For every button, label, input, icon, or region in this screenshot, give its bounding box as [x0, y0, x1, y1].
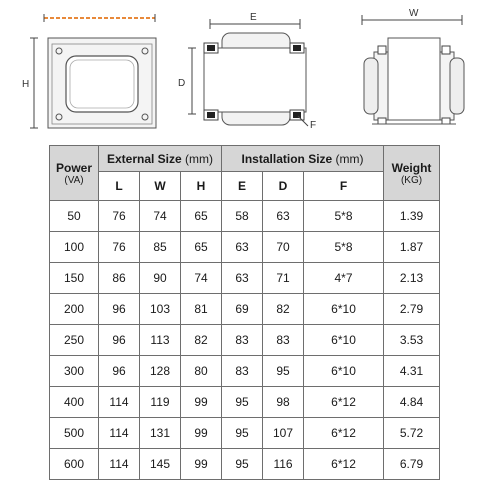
table-row [50, 294, 440, 325]
power-header [50, 146, 99, 201]
subheader-f: F [304, 172, 384, 201]
width-e-label: E [250, 12, 257, 23]
mount-f-label: F [310, 120, 317, 131]
table-cell: 63 [222, 263, 263, 294]
table-cell: 63 [263, 201, 304, 232]
table-cell: 1.87 [384, 232, 440, 263]
table-row [50, 232, 440, 263]
table-cell: 99 [181, 418, 222, 449]
table-cell: 107 [263, 418, 304, 449]
table-cell: 114 [99, 449, 140, 480]
installation-size-unit: (mm) [335, 151, 364, 166]
table-cell: 300 [50, 356, 99, 387]
table-cell: 150 [50, 263, 99, 294]
power-header-unit: (VA) [64, 174, 84, 186]
table-cell: 113 [140, 325, 181, 356]
table-cell: 63 [222, 232, 263, 263]
table-cell: 95 [263, 356, 304, 387]
side-view-diagram [178, 12, 316, 131]
table-cell: 69 [222, 294, 263, 325]
spec-table [49, 145, 440, 480]
table-cell: 1.39 [384, 201, 440, 232]
table-cell: 65 [181, 232, 222, 263]
table-row [50, 387, 440, 418]
table-row [50, 418, 440, 449]
table-row [50, 325, 440, 356]
table-cell: 119 [140, 387, 181, 418]
table-row [50, 449, 440, 480]
table-cell: 6.79 [384, 449, 440, 480]
power-header-label: Power [55, 160, 92, 175]
depth-d-label: D [178, 78, 186, 89]
table-cell: 250 [50, 325, 99, 356]
table-cell: 6*12 [304, 387, 384, 418]
table-cell: 6*10 [304, 294, 384, 325]
table-cell: 76 [99, 232, 140, 263]
external-size-label: External Size [106, 151, 182, 166]
table-cell: 74 [140, 201, 181, 232]
table-cell: 145 [140, 449, 181, 480]
table-cell: 103 [140, 294, 181, 325]
width-w-label: W [409, 8, 419, 19]
table-cell: 5*8 [304, 201, 384, 232]
table-cell: 83 [263, 325, 304, 356]
table-cell: 83 [222, 325, 263, 356]
installation-size-header [222, 146, 384, 172]
table-header-row-1 [50, 146, 440, 172]
table-cell: 99 [181, 387, 222, 418]
subheader-l: L [99, 172, 140, 201]
table-cell: 4.84 [384, 387, 440, 418]
table-cell: 65 [181, 201, 222, 232]
weight-header-unit: (KG) [400, 174, 423, 186]
table-cell: 4.31 [384, 356, 440, 387]
table-cell: 96 [99, 356, 140, 387]
table-cell: 2.79 [384, 294, 440, 325]
table-row [50, 263, 440, 294]
dimension-diagrams [0, 0, 488, 142]
subheader-e: E [222, 172, 263, 201]
table-cell: 96 [99, 294, 140, 325]
subheader-d: D [263, 172, 304, 201]
table-cell: 86 [99, 263, 140, 294]
table-cell: 400 [50, 387, 99, 418]
table-cell: 4*7 [304, 263, 384, 294]
subheader-w: W [140, 172, 181, 201]
external-size-header [99, 146, 222, 172]
table-cell: 95 [222, 387, 263, 418]
table-cell: 82 [181, 325, 222, 356]
table-cell: 114 [99, 418, 140, 449]
weight-header-label: Weight [391, 160, 432, 175]
table-cell: 90 [140, 263, 181, 294]
table-cell: 200 [50, 294, 99, 325]
installation-size-label: Installation Size [241, 151, 333, 166]
table-cell: 6*12 [304, 449, 384, 480]
table-cell: 71 [263, 263, 304, 294]
table-cell: 6*12 [304, 418, 384, 449]
table-cell: 80 [181, 356, 222, 387]
table-cell: 50 [50, 201, 99, 232]
table-cell: 114 [99, 387, 140, 418]
table-cell: 98 [263, 387, 304, 418]
table-cell: 95 [222, 449, 263, 480]
table-cell: 128 [140, 356, 181, 387]
external-size-unit: (mm) [185, 151, 214, 166]
table-cell: 58 [222, 201, 263, 232]
table-cell: 81 [181, 294, 222, 325]
table-cell: 76 [99, 201, 140, 232]
table-cell: 6*10 [304, 325, 384, 356]
table-cell: 95 [222, 418, 263, 449]
table-cell: 5*8 [304, 232, 384, 263]
table-cell: 3.53 [384, 325, 440, 356]
table-cell: 5.72 [384, 418, 440, 449]
table-cell: 82 [263, 294, 304, 325]
front-view-diagram [22, 14, 156, 128]
table-header-row-2 [50, 172, 440, 201]
table-row [50, 356, 440, 387]
table-cell: 131 [140, 418, 181, 449]
table-cell: 83 [222, 356, 263, 387]
table-cell: 96 [99, 325, 140, 356]
table-cell: 99 [181, 449, 222, 480]
table-row [50, 201, 440, 232]
table-cell: 74 [181, 263, 222, 294]
table-cell: 100 [50, 232, 99, 263]
height-label: H [22, 79, 30, 90]
table-cell: 85 [140, 232, 181, 263]
table-cell: 116 [263, 449, 304, 480]
table-cell: 70 [263, 232, 304, 263]
table-cell: 600 [50, 449, 99, 480]
subheader-h: H [181, 172, 222, 201]
table-cell: 500 [50, 418, 99, 449]
top-view-diagram [362, 8, 464, 124]
table-cell: 2.13 [384, 263, 440, 294]
table-cell: 6*10 [304, 356, 384, 387]
weight-header [384, 146, 440, 201]
